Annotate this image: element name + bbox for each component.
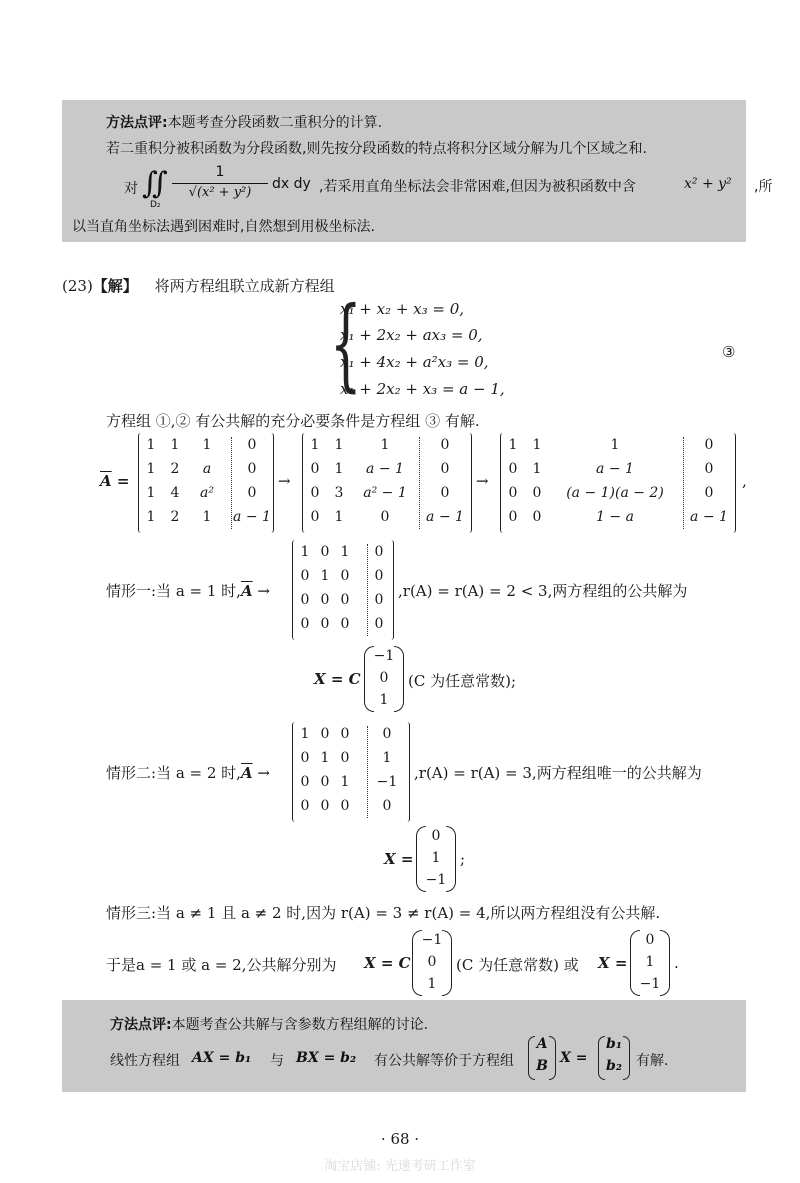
matrix-cell: 1 [202,437,212,453]
matrix-cell: 0 [300,616,310,632]
matrix-cell: 1 [532,461,542,477]
matrix-cell: 0 [320,774,330,790]
matrix-cell: 0 [374,568,384,584]
case2-X: X = [384,850,414,868]
matrix-cell: 0 [310,461,320,477]
matrix-cell: 0 [382,726,392,742]
matrix-cell: 0 [300,774,310,790]
summary-mid: (C 为任意常数) 或 [456,956,579,974]
matrix-cell: 0 [374,592,384,608]
matrix-cell: 1 [340,544,350,560]
matrix-cell: 0 [440,461,450,477]
matrix-cell: 0 [508,461,518,477]
case2-matrix [292,722,410,822]
system-eq-2: x₁ + 2x₂ + ax₃ = 0, [340,326,483,344]
matrix-cell: 1 [146,437,156,453]
system-tag: ③ [722,343,736,361]
matrix-cell: a − 1 [233,509,271,525]
box2-title: 方法点评:本题考查公共解与含参数方程组解的讨论. [110,1017,429,1033]
matrix-cell: 0 [300,568,310,584]
case1-prefix: 情形一:当 a = 1 时$,\overline{A}$ → [106,582,270,600]
matrix-cell: 1 [146,461,156,477]
matrix-cell: 1 [380,437,390,453]
matrix-cell: 0 [704,437,714,453]
matrix-cell: 0 [380,509,390,525]
matrix-cell: 0 [340,616,350,632]
matrix-cell: 1 [146,485,156,501]
method-comment-box-2: 方法点评:本题考查公共解与含参数方程组解的讨论. 线性方程组 AX = b₁ 与 BX = b₂ 有公共解等价于方程组 A B X = b₁ b₂ 有解. [62,1000,746,1092]
matrix-cell: a² [200,485,214,501]
fraction-denominator: √(x² + y²) [188,185,252,200]
matrix-cell: 1 [146,509,156,525]
matrix-cell: a² − 1 [363,485,407,501]
double-integral-symbol: ∬ [142,166,168,201]
box1-title: 方法点评:本题考查分段函数二重积分的计算. [106,115,383,131]
matrix-3 [500,433,736,533]
box2-matrix-AB: A B [528,1036,556,1080]
matrix-cell: 4 [170,485,180,501]
page-number: · 68 · [380,1130,420,1148]
matrix-cell: 0 [704,461,714,477]
matrix-cell: 0 [374,544,384,560]
fraction-numerator: 1 [215,164,225,180]
matrix-cell: 1 [532,437,542,453]
system-eq-3: x₁ + 4x₂ + a²x₃ = 0, [340,353,489,371]
matrix-cell: 0 [340,726,350,742]
matrix-cell: −1 [376,774,398,790]
system-eq-4: x₁ + 2x₂ + x₃ = a − 1, [340,380,505,398]
matrix-cell: 0 [310,509,320,525]
matrix-cell: 0 [320,616,330,632]
arrow-1: → [278,472,291,490]
matrix-cell: a − 1 [366,461,404,477]
condition-text: 方程组 ①,② 有公共解的充分必要条件是方程组 ③ 有解. [106,412,480,430]
matrix-cell: 0 [247,461,257,477]
summary-vector-2: 0 1 −1 [630,930,670,996]
fraction-bar [172,183,268,184]
matrix-cell: 1 [334,461,344,477]
matrix-cell: 0 [320,592,330,608]
abar-symbol: $\overline{A}$ = [100,472,130,490]
matrix-cell: 0 [320,726,330,742]
matrix-cell: 1 [508,437,518,453]
matrix-cell: 1 [300,726,310,742]
matrix-cell: 2 [170,509,180,525]
summary-prefix: 于是a = 1 或 a = 2,公共解分别为 [106,956,337,974]
box1-line2: 若二重积分被积函数为分段函数,则先按分段函数的特点将积分区域分解为几个区域之和. [106,141,647,157]
system-brace: { [329,285,362,402]
case1-vector: −1 0 1 [364,646,404,712]
matrix-cell: a [202,461,212,477]
matrix-cell: 0 [300,750,310,766]
matrix-1 [138,433,274,533]
matrix-cell: 1 [320,568,330,584]
matrix-cell: 3 [334,485,344,501]
matrix-cell: 0 [247,485,257,501]
watermark: 淘宝店铺: 光速考研工作室 [324,1159,476,1174]
matrix-cell: 0 [704,485,714,501]
matrix-cell: 0 [532,485,542,501]
matrix-cell: 0 [508,509,518,525]
summary-X1: X = C [364,954,411,972]
box2-matrix-b: b₁ b₂ [598,1036,630,1080]
matrix-cell: 0 [320,544,330,560]
arrow-2: → [476,472,489,490]
matrix-cell: 0 [440,437,450,453]
case1-tail: (C 为任意常数); [408,672,517,690]
case1-X: X = C [314,670,361,688]
matrix-cell: 1 [170,437,180,453]
matrix-row-comma: , [742,472,747,490]
matrix-cell: 0 [532,509,542,525]
matrix-cell: 1 [340,774,350,790]
matrix-cell: a − 1 [690,509,728,525]
matrix-cell: (a − 1)(a − 2) [566,485,664,501]
matrix-cell: 0 [440,485,450,501]
matrix-cell: 0 [310,485,320,501]
summary-end: . [674,954,679,972]
method-comment-box-1: 方法点评:本题考查分段函数二重积分的计算. 若二重积分被积函数为分段函数,则先按分段函数的特点将积分区域分解为几个区域之和. 对 ∬ D₂ 1 √(x² + y²) dx dy ,若采用直角坐标法会非常困难,但因为被积函数中含 x² + y² ,所 以当直角坐标法遇到困难时,自然想到用极坐标法. [62,100,746,242]
matrix-cell: 0 [340,568,350,584]
matrix-cell: 0 [340,592,350,608]
matrix-cell: a − 1 [596,461,634,477]
matrix-cell: 1 [320,750,330,766]
box1-line4: 以当直角坐标法遇到困难时,自然想到用极坐标法. [72,219,375,235]
matrix-cell: a − 1 [426,509,464,525]
matrix-cell: 0 [340,798,350,814]
matrix-cell: 1 [310,437,320,453]
case2-prefix: 情形二:当 a = 2 时$,\overline{A}$ → [106,764,270,782]
matrix-cell: 0 [320,798,330,814]
case3-text: 情形三:当 a ≠ 1 且 a ≠ 2 时,因为 r(A) = 3 ≠ r(A) = 4,所以两方程组没有公共解. [106,904,661,922]
summary-X2: X = [598,954,628,972]
matrix-cell: 1 [382,750,392,766]
matrix-cell: 1 [300,544,310,560]
matrix-cell: 0 [382,798,392,814]
matrix-2 [302,433,472,533]
solution-header: (23)【解】 将两方程组联立成新方程组 [62,277,335,295]
case2-vector: 0 1 −1 [416,826,456,892]
matrix-cell: 1 [334,509,344,525]
case2-text: ,r(A) = r(A) = 3,两方程组唯一的公共解为 [414,764,702,782]
matrix-cell: 1 [202,509,212,525]
case1-text: ,r(A) = r(A) = 2 < 3,两方程组的公共解为 [398,582,688,600]
matrix-cell: 0 [300,798,310,814]
summary-vector-1: −1 0 1 [412,930,452,996]
matrix-cell: 0 [374,616,384,632]
matrix-cell: 0 [508,485,518,501]
matrix-cell: 1 [610,437,620,453]
matrix-cell: 0 [247,437,257,453]
case1-matrix [292,540,394,640]
matrix-cell: 1 − a [596,509,634,525]
system-eq-1: x₁ + x₂ + x₃ = 0, [340,300,465,318]
matrix-cell: 0 [340,750,350,766]
matrix-cell: 2 [170,461,180,477]
matrix-cell: 0 [300,592,310,608]
matrix-cell: 1 [334,437,344,453]
case2-tail: ; [460,850,466,868]
